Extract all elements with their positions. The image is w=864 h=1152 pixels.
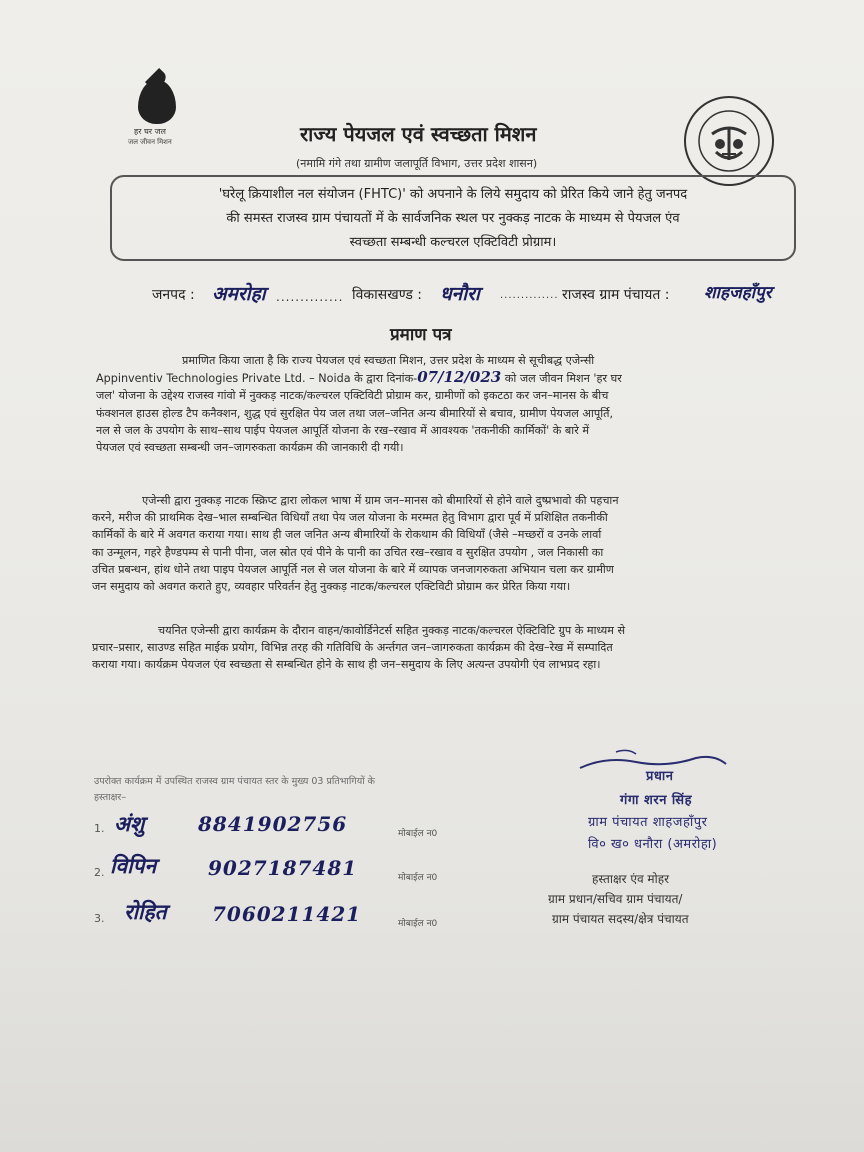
gram-panchayat-value: शाहजहाँपुर	[704, 283, 772, 303]
mission-title: राज्य पेयजल एवं स्वच्छता मिशन	[300, 122, 537, 146]
banner-line-1: 'घरेलू क्रियाशील नल संयोजन (FHTC)' को अपनाने के लिये समुदाय को प्रेरित किये जाने हेतु जनपद	[218, 187, 688, 202]
participant-signature: रोहित	[124, 899, 167, 924]
p3-line-3: कराया गया। कार्यक्रम पेयजल एंव स्वच्छता से सम्बन्धित होने के साथ ही जन–समुदाय के लिए अत्यन्त उपयोगी एंव लाभप्रद रहा।	[92, 658, 601, 672]
signatory-caption-1: हस्ताक्षर एंव मोहर	[592, 872, 670, 886]
certificate-heading: प्रमाण पत्र	[390, 325, 452, 345]
p1-line-3: जल' योजना के उद्देश्य राजस्व गांवो में नुक्कड़ नाटक/कल्चरल एक्टिविटी प्रोग्राम कर, ग्रामीणों को इकटठा कर जन–मानस के बीच	[96, 389, 609, 403]
p3-line-2: प्रचार–प्रसार, साउण्ड सहित माईक प्रयोग, विभिन्न तरह की गतिविधि के अर्न्तगत जन–जागरुकता कार्यक्रम की देख–रेख में सम्पादित	[92, 641, 613, 655]
p1-line-1: प्रमाणित किया जाता है कि राज्य पेयजल एवं स्वच्छता मिशन, उत्तर प्रदेश के माध्यम से सूचीबद्ध एजेन्सी	[182, 354, 595, 367]
p2-line-2: करने, मरीज की प्राथमिक देख–भाल सम्बन्धित विधियाँ तथा पेय जल योजना के मरम्मत हेतु विभाग द्वारा पूर्व में प्रशिक्षित तकनीकी	[92, 511, 608, 525]
p3-line-1: चयनित एजेन्सी द्वारा कार्यक्रम के दौरान वाहन/कावोर्डिनेटर्स सहित नुक्कड़ नाटक/कल्चरल ऐक्टिविटि ग्रुप के माध्यम से	[158, 624, 626, 637]
p1-line-2	[96, 369, 816, 387]
p2-line-1: एजेन्सी द्वारा नुक्कड़ नाटक स्क्रिप्ट द्वारा लोकल भाषा में ग्राम जन–मानस को बीमारियों से होने वाले दुष्प्रभावो की पहचान	[142, 494, 619, 507]
stamp-block: वि० ख० धनौरा (अमरोहा)	[588, 837, 718, 852]
p1-line-5: नल से जल के उपयोग के साथ–साथ पाईप पेयजल आपूर्ति योजना के रख–रखाव में आवश्यक 'तकनीकी कार्मिकों' के बारे में	[96, 423, 590, 437]
p1-line-6: पेयजल एवं स्वच्छता सम्बन्धी जन–जागरुकता कार्यक्रम की जानकारी दी गयी।	[96, 441, 404, 455]
district-label: जनपद :	[152, 287, 195, 303]
paragraph-3	[92, 622, 820, 674]
participants-intro-line-2: हस्ताक्षर–	[94, 792, 127, 803]
signatory-caption-3: ग्राम पंचायत सदस्य/क्षेत्र पंचायत	[552, 912, 689, 926]
participant-phone: 9027187481	[208, 856, 358, 880]
banner-line-2: की समस्त राजस्व ग्राम पंचायतों में के सार्वजनिक स्थल पर नुक्कड़ नाटक के माध्यम से पेयजल एंव	[226, 211, 680, 226]
participant-signature: विपिन	[110, 853, 157, 878]
paragraph-2	[92, 492, 816, 595]
district-value: अमरोहा	[212, 283, 266, 305]
banner-line-3: स्वच्छता सम्बन्धी कल्चरल एक्टिविटी प्रोग्राम।	[349, 235, 557, 250]
p2-line-3: कार्मिकों के बारे में अवगत कराया गया। साथ ही जल जनित अन्य बीमारियों के रोकथाम की विधियाँ (जैसे –मच्छरों व उनके लार्वा	[92, 528, 602, 542]
logo-subtagline: जल जीवन मिशन	[128, 138, 172, 146]
program-banner	[110, 175, 796, 261]
block-dots: ..............	[500, 290, 559, 301]
participants-intro-line-1: उपरोक्त कार्यक्रम में उपस्थित राजस्व ग्राम पंचायत स्तर के मुख्य 03 प्रतिभागियों के	[94, 776, 375, 787]
participant-phone: 8841902756	[198, 812, 348, 836]
mobile-label: मोबाईल न0	[398, 829, 438, 839]
participant-number: 1.	[94, 822, 105, 835]
p1-line-4: फंक्शनल हाउस होल्ड टैप कनैक्शन, शुद्ध एवं सुरक्षित पेय जल तथा जल–जनित अन्य बीमारियों से बचाव, ग्रामीण पेयजल आपूर्ति,	[96, 406, 614, 420]
mobile-label: मोबाईल न0	[398, 919, 438, 929]
participant-signature: अंशु	[114, 811, 145, 836]
p2-line-6: जन समुदाय को अवगत कराते हुए, व्यवहार परिवर्तन हेतु नुक्कड़ नाटक/कल्चरल एक्टिविटी प्रोग्राम कर प्रेरित किया गया।	[92, 580, 571, 594]
water-drop-icon	[138, 80, 176, 124]
stamp-role: प्रधान	[646, 769, 674, 784]
block-value: धनौरा	[440, 283, 480, 305]
block-label: विकासखण्ड :	[352, 287, 423, 303]
participant-number: 3.	[94, 912, 105, 925]
mission-subtitle: (नमामि गंगे तथा ग्रामीण जलापूर्ति विभाग, उत्तर प्रदेश शासन)	[296, 157, 538, 170]
participant-phone: 7060211421	[212, 902, 362, 926]
stamp-gram-panchayat: ग्राम पंचायत शाहजहाँपुर	[588, 815, 708, 830]
district-dots: ..............	[276, 290, 344, 304]
paragraph-1	[96, 352, 816, 456]
mobile-label: मोबाईल न0	[398, 873, 438, 883]
p1-line-2a: Appinventiv Technologies Private Ltd. – Noida के द्वारा दिनांक-	[96, 372, 418, 386]
participant-number: 2.	[94, 866, 105, 879]
p1-line-2b: को जल जीवन मिशन 'हर घर	[504, 372, 622, 386]
participants-intro	[94, 774, 514, 806]
p2-line-5: उचित प्रबन्धन, हांथ धोने तथा पाइप पेयजल आपूर्ति नल से जल योजना के बारे में व्यापक जनजागरुकता अभियान चला कर ग्रामीण	[92, 562, 614, 576]
logo-tagline: हर घर जल	[134, 127, 166, 136]
signatory-caption-2: ग्राम प्रधान/सचिव ग्राम पंचायत/	[548, 892, 683, 906]
p2-line-4: का उन्मूलन, गहरे हैण्डपम्प से पानी पीना, जल स्रोत एवं पीने के पानी का उचित रख–रखाव व सुरक्षित उपयोग , जल निकासी का	[92, 545, 604, 559]
stamp-name: गंगा शरन सिंह	[620, 793, 692, 808]
program-date: 07/12/023	[417, 368, 502, 387]
up-government-seal	[682, 94, 776, 188]
jal-jeevan-mission-logo	[128, 80, 198, 160]
gram-panchayat-label: राजस्व ग्राम पंचायत :	[562, 287, 670, 303]
